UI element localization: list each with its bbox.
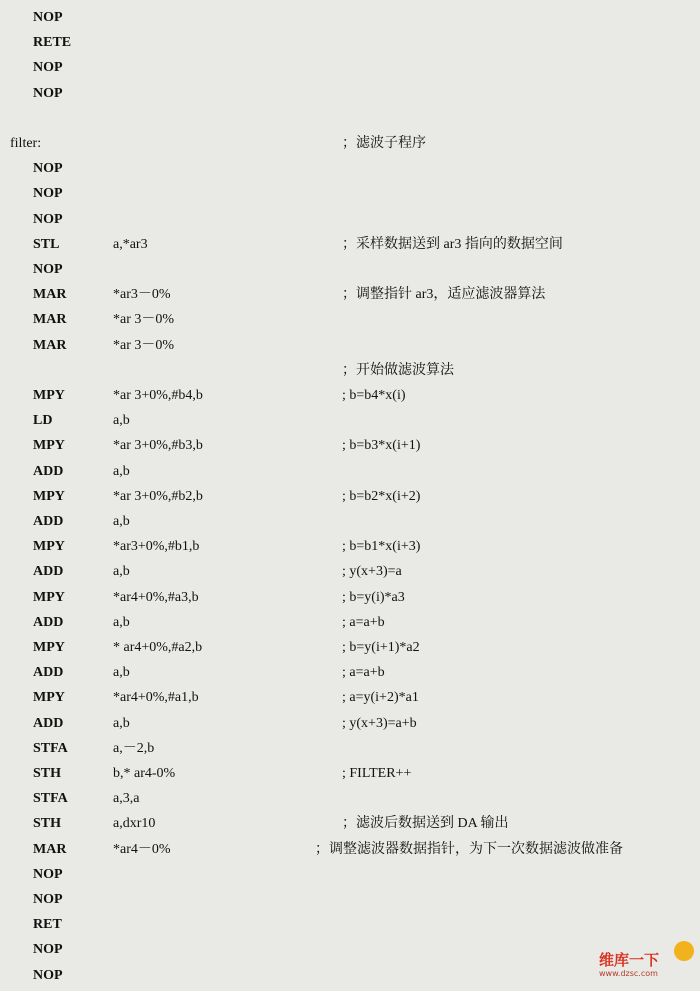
code-line [0, 235, 700, 260]
operand: a,－2,b [113, 740, 155, 756]
code-line [0, 210, 700, 235]
opcode: LD [33, 413, 53, 429]
code-line [0, 386, 700, 411]
opcode: ADD [33, 564, 64, 580]
code-line [0, 613, 700, 638]
operand: a,b [113, 715, 130, 731]
operand: a,b [113, 463, 130, 479]
code-line [0, 840, 700, 865]
operand: a,b [113, 514, 130, 529]
operand: *ar4+0%,#a3,b [113, 589, 199, 605]
comment: ; a=y(i+2)*a1 [342, 690, 419, 706]
opcode: STFA [33, 791, 68, 807]
comment: ；采样数据送到 ar3 指向的数据空间 [342, 236, 563, 252]
comment: ; b=y(i+1)*a2 [342, 640, 420, 655]
opcode: NOP [33, 211, 63, 227]
code-line [0, 940, 700, 965]
opcode: STFA [33, 740, 68, 756]
operand: *ar3－0% [113, 287, 171, 303]
site-watermark [599, 949, 694, 983]
comment: ; FILTER++ [342, 766, 412, 781]
code-line [0, 159, 700, 184]
opcode: NOP [33, 161, 63, 177]
comment: ; y(x+3)=a+b [342, 715, 417, 731]
operand: *ar 3－0% [113, 337, 175, 353]
opcode: MPY [33, 438, 65, 454]
code-line [0, 764, 700, 789]
opcode: MAR [33, 841, 67, 857]
opcode: NOP [33, 262, 63, 277]
opcode: STH [33, 816, 62, 832]
comment: ; b=b3*x(i+1) [342, 438, 421, 454]
code-line [0, 260, 700, 285]
code-line [0, 184, 700, 209]
code-line [0, 865, 700, 890]
operand: *ar4+0%,#a1,b [113, 690, 199, 706]
comment: ; y(x+3)=a [342, 564, 402, 580]
comment: ；调整指针 ar3，适应滤波器算法 [342, 287, 546, 303]
opcode: MPY [33, 388, 65, 403]
opcode: MPY [33, 589, 65, 605]
opcode: NOP [33, 967, 63, 983]
opcode: MPY [33, 488, 65, 504]
opcode: MAR [33, 337, 67, 353]
code-line [0, 109, 700, 134]
comment: ；开始做滤波算法 [342, 362, 454, 378]
code-line [0, 588, 700, 613]
opcode: NOP [33, 892, 63, 907]
code-line [0, 714, 700, 739]
code-line [0, 33, 700, 58]
code-line [0, 890, 700, 915]
code-line [0, 134, 700, 159]
comment: ；调整滤波器数据指针，为下一次数据滤波做准备 [315, 841, 623, 857]
code-line [0, 688, 700, 713]
operand: a,*ar3 [113, 236, 148, 252]
operand: *ar4－0% [113, 841, 171, 857]
comment: ; b=y(i)*a3 [342, 589, 405, 605]
operand: *ar 3+0%,#b2,b [113, 488, 203, 504]
opcode: NOP [33, 942, 63, 958]
code-line [0, 336, 700, 361]
code-line [0, 436, 700, 461]
operand: a,b [113, 564, 130, 580]
operand: a,b [113, 614, 130, 630]
operand: *ar 3－0% [113, 312, 175, 328]
code-line [0, 537, 700, 562]
watermark-badge-icon [674, 941, 694, 961]
comment: ；滤波后数据送到 DA 输出 [342, 816, 509, 832]
opcode: MAR [33, 287, 67, 303]
code-line [0, 814, 700, 839]
operand: b,* ar4-0% [113, 766, 176, 781]
opcode: NOP [33, 85, 63, 101]
code-line [0, 487, 700, 512]
comment: ; b=b2*x(i+2) [342, 488, 421, 504]
opcode: STH [33, 766, 62, 781]
code-label: filter: [10, 136, 42, 151]
code-line [0, 789, 700, 814]
comment: ; a=a+b [342, 665, 385, 681]
code-line [0, 361, 700, 386]
operand: * ar4+0%,#a2,b [113, 640, 203, 655]
code-line [0, 462, 700, 487]
opcode: NOP [33, 10, 63, 25]
code-line [0, 58, 700, 83]
operand: *ar3+0%,#b1,b [113, 539, 200, 555]
opcode: MPY [33, 690, 65, 706]
operand: a,b [113, 665, 130, 681]
opcode: ADD [33, 514, 64, 529]
watermark-url: www.dzsc.com [599, 969, 658, 978]
opcode: ADD [33, 463, 64, 479]
operand: a,dxr10 [113, 816, 156, 832]
comment: ; b=b1*x(i+3) [342, 539, 421, 555]
code-line [0, 84, 700, 109]
code-line [0, 8, 700, 33]
opcode: MAR [33, 312, 67, 328]
opcode: ADD [33, 665, 64, 681]
opcode: ADD [33, 614, 64, 630]
code-line [0, 638, 700, 663]
opcode: ADD [33, 715, 64, 731]
code-line [0, 562, 700, 587]
comment: ; b=b4*x(i) [342, 388, 406, 403]
code-line [0, 663, 700, 688]
opcode: NOP [33, 186, 63, 202]
code-line [0, 411, 700, 436]
opcode: NOP [33, 60, 63, 76]
operand: *ar 3+0%,#b3,b [113, 438, 203, 454]
code-line [0, 915, 700, 940]
operand: a,b [113, 413, 130, 429]
code-line [0, 739, 700, 764]
code-line [0, 512, 700, 537]
watermark-name: 维库一下 [599, 951, 660, 969]
operand: a,3,a [113, 791, 140, 807]
code-line [0, 285, 700, 310]
comment: ；滤波子程序 [342, 136, 426, 151]
opcode: MPY [33, 539, 65, 555]
comment: ; a=a+b [342, 614, 385, 630]
opcode: MPY [33, 640, 65, 655]
opcode: RET [33, 917, 62, 933]
opcode: NOP [33, 866, 63, 882]
code-line [0, 310, 700, 335]
opcode: STL [33, 236, 60, 252]
operand: *ar 3+0%,#b4,b [113, 388, 203, 403]
opcode: RETE [33, 35, 72, 51]
